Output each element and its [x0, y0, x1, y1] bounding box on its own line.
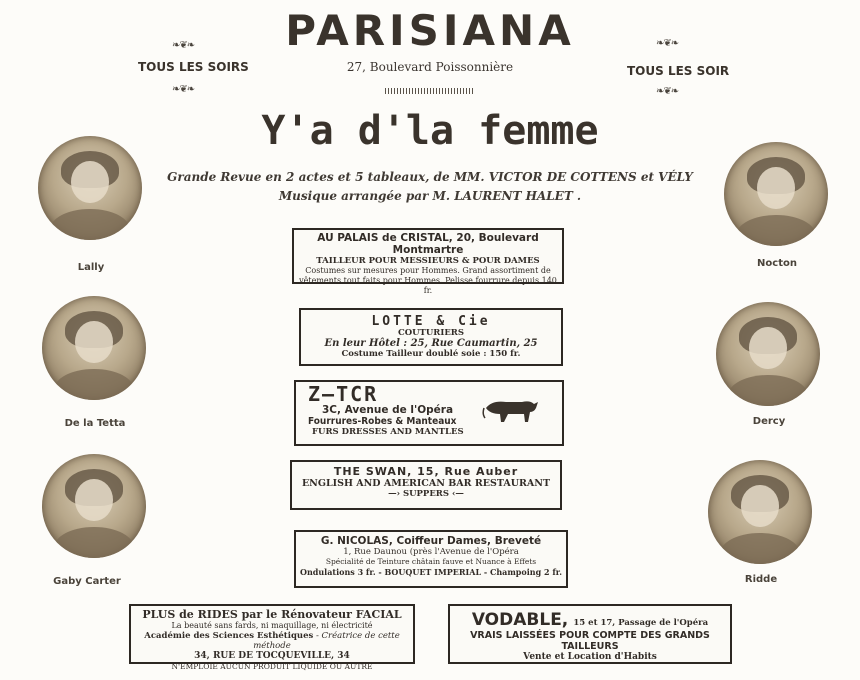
ad-line: 34, RUE DE TOCQUEVILLE, 34 — [194, 651, 350, 661]
ad-line: Académie des Sciences Esthétiques — [144, 631, 314, 641]
ad-line: VODABLE, — [471, 610, 569, 630]
ad-line: Ondulations 3 fr. - BOUQUET IMPERIAL - Champoing 2 fr. — [299, 567, 563, 577]
ad-line: 3C, Avenue de l'Opéra — [322, 404, 454, 416]
theatre-address: 27, Boulevard Poissonnière — [346, 60, 514, 74]
ad-line: ENGLISH AND AMERICAN BAR RESTAURANT — [301, 478, 551, 489]
portrait-nocton — [724, 142, 828, 246]
ad-line: N'EMPLOIE AUCUN PRODUIT LIQUIDE OU AUTRE — [171, 662, 373, 671]
show-credits: Grande Revue en 2 actes et 5 tableaux, de MM. VICTOR DE COTTENS et VÉLY — [167, 170, 693, 184]
suppers-label: SUPPERS — [402, 489, 449, 499]
ad-vodable — [448, 604, 732, 664]
tagline-left: TOUS LES SOIRS — [138, 60, 249, 74]
ad-nicolas — [294, 530, 568, 588]
ad-line: - Créatrice de cette méthode — [253, 631, 400, 651]
ad-line: 1, Rue Daunou (près l'Avenue de l'Opéra — [343, 547, 519, 557]
portrait-name: Gaby Carter — [53, 576, 121, 587]
ornament-right-top: ❧❦❧ — [656, 38, 679, 49]
tagline-right: TOUS LES SOIR — [627, 64, 730, 78]
ad-line — [292, 489, 560, 499]
ad-the-swan — [290, 460, 562, 510]
portrait-name: Ridde — [744, 574, 778, 585]
ad-line: COUTURIERS — [397, 328, 465, 338]
ornament-right-bottom: ❧❦❧ — [656, 86, 679, 97]
ad-line: Spécialité de Teinture châtain fauve et Nuance à Effets — [325, 557, 537, 566]
arrow-right-icon: —› — [388, 489, 401, 499]
ad-line: Fourrures-Robes & Manteaux — [308, 416, 457, 427]
arrow-left-icon: ‹— — [451, 489, 464, 499]
show-title: Y'a d'la femme — [261, 108, 599, 154]
ad-logo: Z—TCR — [308, 382, 379, 406]
ad-plus-de-rides — [129, 604, 415, 671]
ornament-left-bottom: ❧❦❧ — [172, 84, 195, 95]
ad-line: TAILLEUR POUR MESSIEURS & POUR DAMES — [316, 256, 540, 266]
ad-line: Vente et Location d'Habits — [523, 652, 657, 662]
portrait-name: Nocton — [757, 258, 797, 269]
ad-fourrures — [294, 380, 564, 446]
ad-line: AU PALAIS de CRISTAL, 20, Boulevard Montmartre — [317, 232, 539, 256]
portrait-lally — [38, 136, 142, 240]
ad-line: 15 et 17, Passage de l'Opéra — [573, 618, 709, 628]
portrait-ridde — [708, 460, 812, 564]
ad-line: G. NICOLAS, Coiffeur Dames, Breveté — [320, 535, 542, 547]
ornament-left-top: ❧❦❧ — [172, 40, 195, 51]
ad-line: THE SWAN, 15, Rue Auber — [333, 465, 519, 478]
portrait-name: Lally — [77, 262, 105, 273]
bull-icon — [482, 394, 540, 426]
ad-line: Costumes sur mesures pour Hommes. Grand assortiment de — [305, 266, 551, 275]
ad-line: FURS DRESSES AND MANTLES — [312, 427, 464, 437]
show-music: Musique arrangée par M. LAURENT HALET . — [278, 189, 582, 203]
ad-palais-de-cristal — [292, 228, 564, 295]
portrait-gaby-carter — [42, 454, 146, 558]
portrait-de-la-tetta — [42, 296, 146, 400]
ad-line: vêtements tout faits pour Hommes. Pelisse fourrure depuis 140 fr. — [299, 276, 557, 295]
ad-line: Costume Tailleur doublé soie : 150 fr. — [341, 349, 521, 359]
portrait-name: De la Tetta — [64, 418, 126, 429]
ad-line: PLUS de RIDES par le Rénovateur FACIAL — [142, 608, 402, 621]
ad-line: La beauté sans fards, ni maquillage, ni électricité — [171, 621, 373, 630]
ad-line: VRAIS LAISSÉES POUR COMPTE DES GRANDS TAILLEURS — [470, 630, 710, 652]
portrait-dercy — [716, 302, 820, 406]
portrait-name: Dercy — [752, 416, 786, 427]
ad-line: LOTTE & Cie — [371, 314, 491, 329]
decorative-rule — [385, 88, 475, 94]
ad-lotte — [299, 308, 563, 366]
page-title: PARISIANA — [285, 6, 575, 55]
ad-line: En leur Hôtel : 25, Rue Caumartin, 25 — [324, 338, 538, 349]
